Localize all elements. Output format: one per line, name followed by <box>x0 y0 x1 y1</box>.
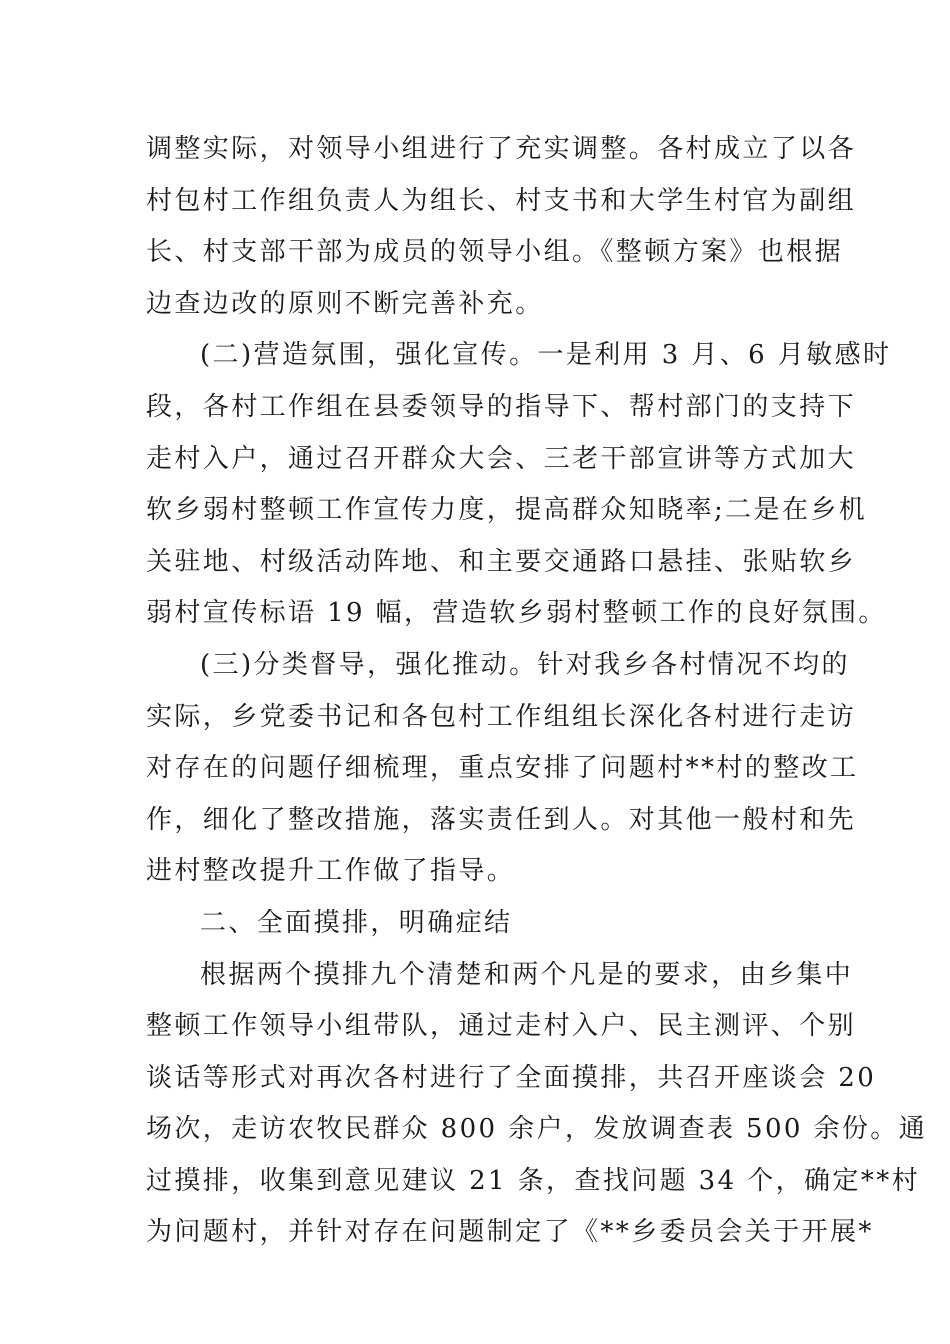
text-line: 村包村工作组负责人为组长、村支书和大学生村官为副组 <box>146 185 857 216</box>
text-line: 对存在的问题仔细梳理，重点安排了问题村**村的整改工 <box>146 753 859 784</box>
text-line: 为问题村，并针对存在问题制定了《**乡委员会关于开展* <box>146 1217 874 1248</box>
text-line: 关驻地、村级活动阵地、和主要交通路口悬挂、张贴软乡 <box>146 546 857 577</box>
text-line: 软乡弱村整顿工作宣传力度，提高群众知晓率;二是在乡机 <box>146 495 868 526</box>
document-body <box>146 124 928 1259</box>
text-line: 弱村宣传标语 19 幅，营造软乡弱村整顿工作的良好氛围。 <box>146 598 887 629</box>
text-line: 作，细化了整改措施，落实责任到人。对其他一般村和先 <box>146 804 857 835</box>
text-line: 实际，乡党委书记和各包村工作组组长深化各村进行走访 <box>146 701 857 732</box>
text-line: 调整实际，对领导小组进行了充实调整。各村成立了以各 <box>146 134 857 164</box>
text-line: 段，各村工作组在县委领导的指导下、帮村部门的支持下 <box>146 391 857 422</box>
text-line: 长、村支部干部为成员的领导小组。《整顿方案》也根据 <box>146 237 844 268</box>
text-line: 过摸排，收集到意见建议 21 条，查找问题 34 个，确定**村 <box>146 1165 921 1196</box>
text-line: 场次，走访农牧民群众 800 余户，发放调查表 500 余份。通 <box>146 1114 928 1145</box>
text-line: 进村整改提升工作做了指导。 <box>146 856 516 887</box>
text-line: 根据两个摸排九个清楚和两个凡是的要求，由乡集中 <box>200 959 854 990</box>
text-line: 二、全面摸排，明确症结 <box>200 907 513 938</box>
text-line: 谈话等形式对再次各村进行了全面摸排，共召开座谈会 20 <box>146 1062 877 1093</box>
text-line: (三)分类督导，强化推动。针对我乡各村情况不均的 <box>200 649 850 680</box>
text-line: 整顿工作领导小组带队，通过走村入户、民主测评、个别 <box>146 1011 857 1042</box>
text-line: (二)营造氛围，强化宣传。一是利用 3 月、6 月敏感时 <box>200 340 892 371</box>
text-line: 边查边改的原则不断完善补充。 <box>146 288 544 319</box>
text-line: 走村入户，通过召开群众大会、三老干部宣讲等方式加大 <box>146 443 857 474</box>
